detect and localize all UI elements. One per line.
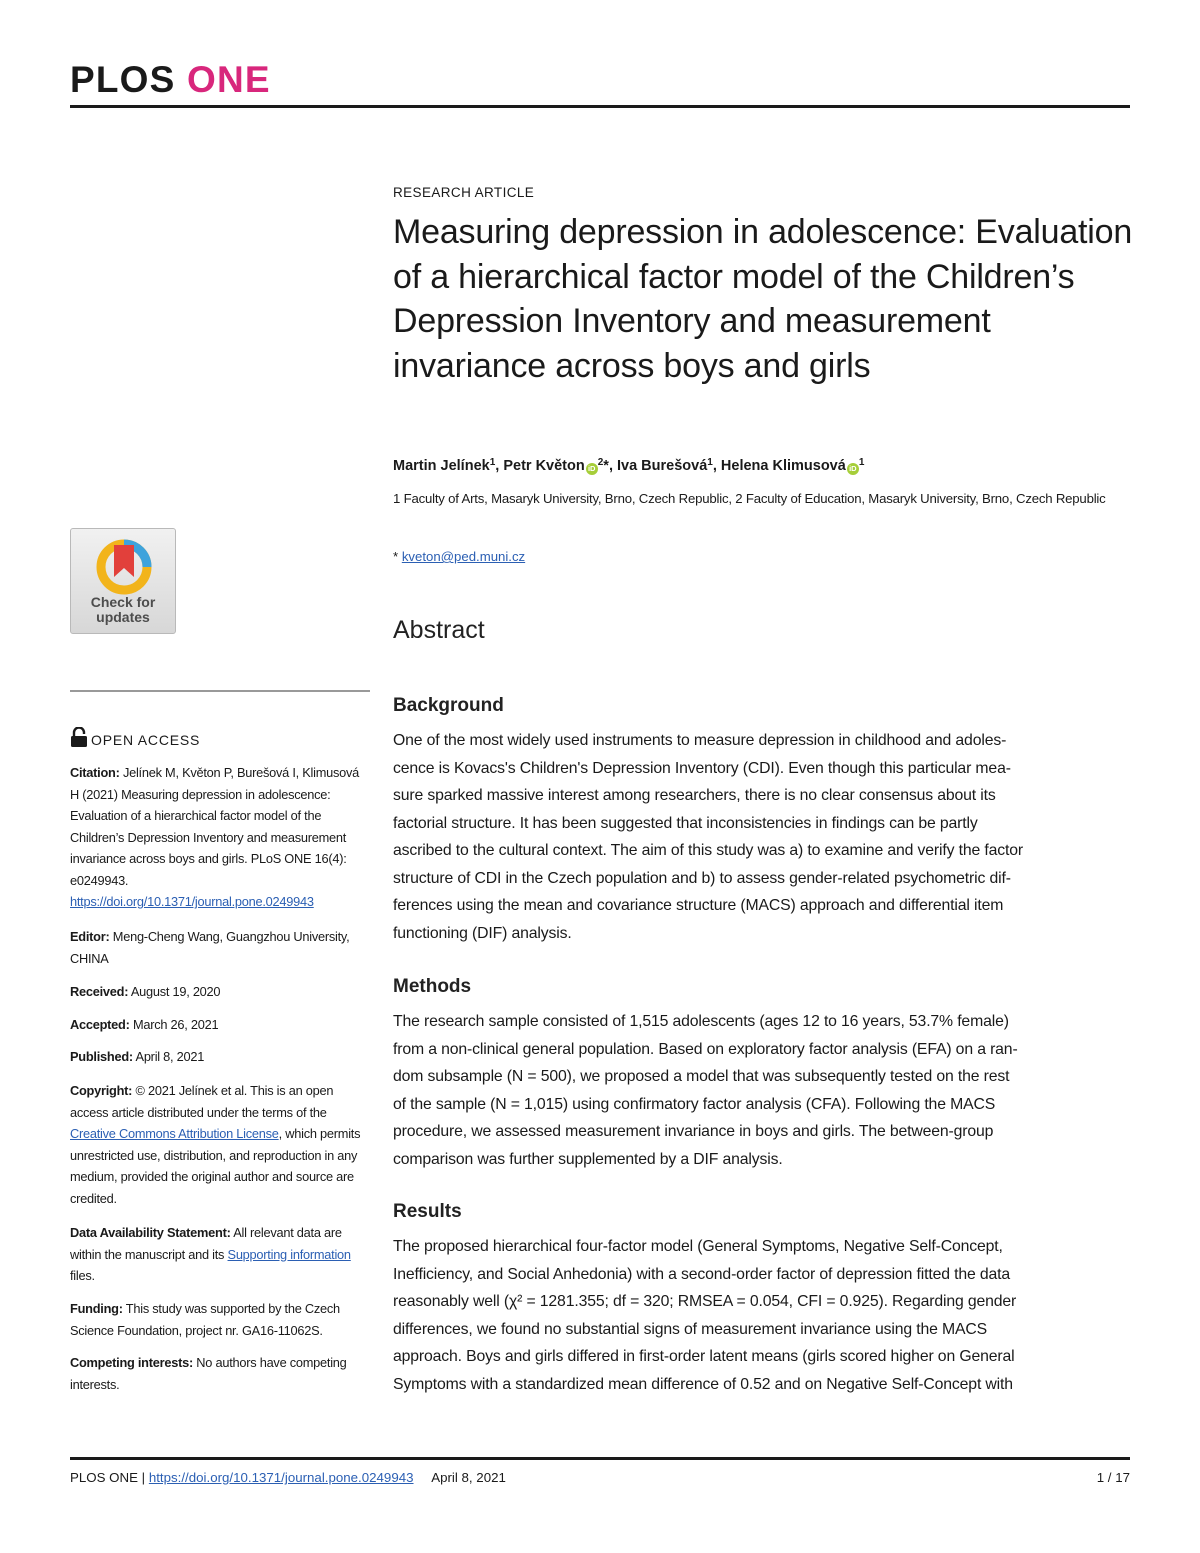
author-list: Martin Jelínek$^1$, Petr Květon $iD^2*$, Iva Burešová$^1$, Helena Klimusová $iD^1$ [393, 457, 865, 474]
correspondence: * kveton@ped.muni.cz [393, 549, 526, 564]
orcid-icon[interactable]: iD [586, 463, 598, 475]
open-access-label: OPEN ACCESS [70, 725, 200, 757]
footer-date: April 8, 2021 [431, 1470, 506, 1485]
author-name: Helena Klimusová [720, 458, 846, 474]
footer-rule [70, 1457, 1130, 1460]
citation-block: Citation: Jelínek M, Květon P, Burešová I, Klimusová H (2021) Measuring depression in adolescence: Evaluation of a hierarchical factor model of the Children’s Depression Inventory and measurement invariance across boys and girls. PLoS ONE 16(4): e0249943. https://doi.org/10.1371/journal.pone.0249943 [70, 765, 360, 909]
footer-journal: PLOS ONE | [70, 1470, 146, 1485]
footer-doi-link[interactable]: https://doi.org/10.1371/journal.pone.0249943 [148, 1470, 414, 1485]
received-block: Received: August 19, 2020 [70, 984, 221, 999]
license-link[interactable]: Creative Commons Attribution License [70, 1126, 279, 1141]
methods-text: The research sample consisted of 1,515 adolescents (ages 12 to 16 years, 53.7% female) from a non-clinical general population. Based on exploratory factor analysis (EFA) on a ran- dom subsample (N = 500), we proposed a model that was subsequently tested on the rest of the sample (N = 1,015) using confirmatory factor analysis (CFA). Following the MACS procedure, we assessed measurement invariance in boys and girls. The between-group comparison was further supplemented by a DIF analysis. [393, 1013, 1018, 1168]
header-rule [70, 105, 1130, 108]
background-text: One of the most widely used instruments to measure depression in childhood and adoles- cence is Kovacs's Children's Depression Inventory (CDI). Even though this particular mea- sure sparked massive interest among researchers, there is no clear consensus about its factorial structure. It has been suggested that inconsistencies in findings can be partly ascribed to the cultural context. The aim of this study was a) to examine and verify the factor structure of CDI in the Czech population and b) to assess gender-related psychometric dif- ferences using the mean and covariance structure (MACS) approach and differential item functioning (DIF) analysis. [393, 732, 1023, 942]
citation-doi-link[interactable]: https://doi.org/10.1371/journal.pone.0249943 [70, 894, 314, 909]
affiliations: 1 Faculty of Arts, Masaryk University, Brno, Czech Republic, 2 Faculty of Education, Masaryk University, Brno, Czech Republic [393, 491, 1106, 506]
published-block: Published: April 8, 2021 [70, 1049, 205, 1064]
author-name: Petr Květon [503, 458, 585, 474]
copyright-block: Copyright: © 2021 Jelínek et al. This is an open access article distributed under the terms of the Creative Commons Attribution License, which permits unrestricted use, distribution, and reproduction in any medium, provided the original author and source are credited. [70, 1083, 361, 1206]
journal-logo [70, 58, 271, 102]
results-heading: Results [393, 1201, 462, 1222]
background-heading: Background [393, 695, 504, 716]
funding-block: Funding: This study was supported by the Czech Science Foundation, project nr. GA16-11062S. [70, 1301, 340, 1338]
competing-interests-block: Competing interests: No authors have competing interests. [70, 1355, 347, 1392]
open-lock-icon [70, 727, 88, 757]
article-title: Measuring depression in adolescence: Evaluation of a hierarchical factor model of the Children’s Depression Inventory and measurement invariance across boys and girls [393, 213, 1133, 385]
accepted-block: Accepted: March 26, 2021 [70, 1017, 219, 1032]
crossmark-icon [93, 537, 155, 597]
logo-part-plos: PLOS [70, 59, 176, 100]
article-type: RESEARCH ARTICLE [393, 185, 535, 200]
email-link[interactable]: kveton@ped.muni.cz [401, 549, 526, 564]
supporting-info-link[interactable]: Supporting information [227, 1246, 351, 1262]
sidebar-rule [70, 690, 370, 692]
orcid-icon[interactable]: iD [847, 463, 859, 475]
results-text: The proposed hierarchical four-factor model (General Symptoms, Negative Self-Concept, Inefficiency, and Social Anhedonia) with a second-order factor of depression fitted the data reasonably well (χ² = 1281.355; df = 320; RMSEA = 0.054, CFI = 0.925). Regarding gender differences, we found no substantial signs of measurement invariance using the MACS approach. Boys and girls differed in first-order latent means (girls scored higher on General Symptoms with a standardized mean difference of 0.52 and on Negative Self-Concept with [393, 1238, 1017, 1393]
abstract-heading: Abstract [393, 616, 485, 644]
author-name: Iva Burešová [617, 458, 708, 474]
check-for-updates-badge[interactable] [70, 528, 176, 634]
data-availability-block: Data Availability Statement: All relevant data are within the manuscript and its Supporting information files. [70, 1225, 351, 1283]
methods-heading: Methods [393, 976, 472, 997]
author-name: Martin Jelínek [393, 458, 490, 474]
editor-block: Editor: Meng-Cheng Wang, Guangzhou University, CHINA [70, 929, 350, 966]
badge-label: Check for updates [90, 594, 156, 625]
footer [70, 1468, 506, 1488]
logo-part-one: ONE [187, 59, 271, 100]
page-number: 1 / 17 [1096, 1470, 1130, 1485]
